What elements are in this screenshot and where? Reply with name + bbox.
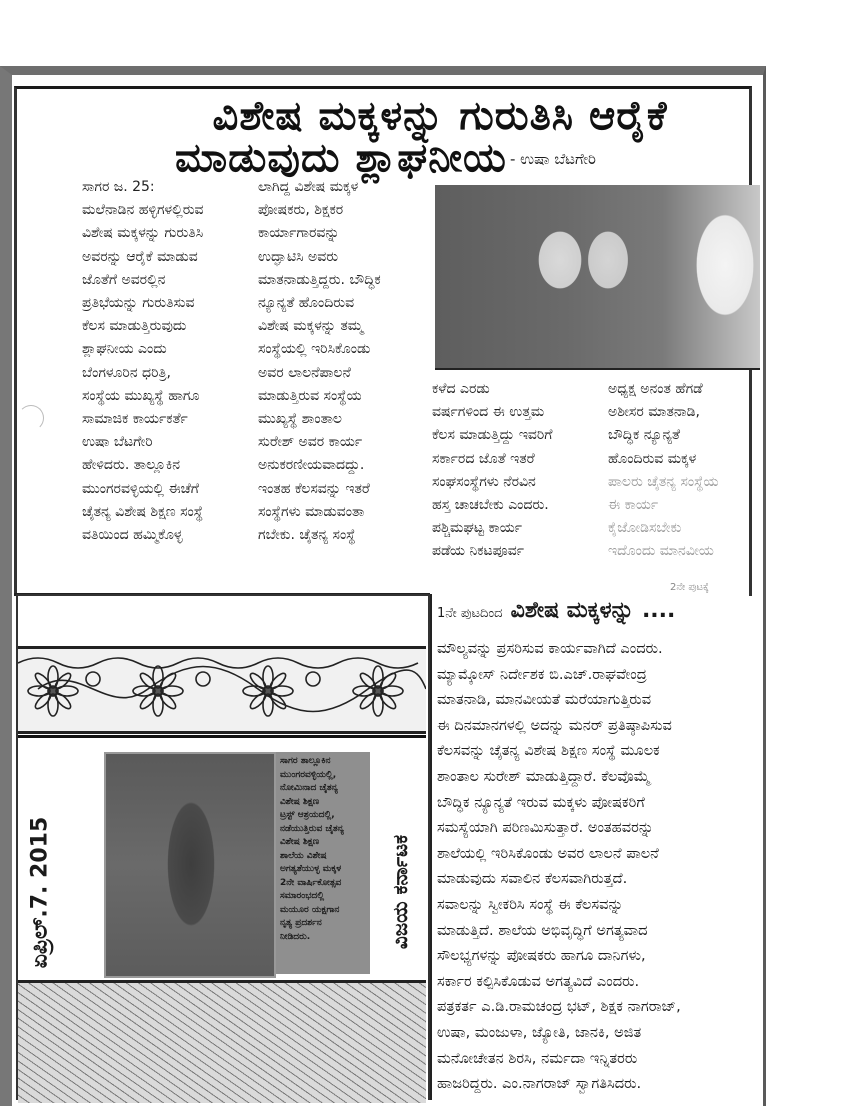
text-line: ಸಮಸ್ಯೆಯಾಗಿ ಪರಿಣಮಿಸುತ್ತಾರೆ. ಅಂತಹವರನ್ನು <box>437 819 654 837</box>
text-line: ಪಶ್ಚಿಮಘಟ್ಟ ಕಾರ್ಯ <box>432 520 522 537</box>
newspaper-name: ವಿಜಯ ಕರ್ನಾಟಕ <box>388 834 412 950</box>
text-line: ಕಾರ್ಯಾಗಾರವನ್ನು <box>258 225 340 242</box>
text-line: ಗಬೇಕು. ಚೈತನ್ಯ ಸಂಸ್ಥೆ <box>258 527 356 544</box>
continuation-ellipsis: .... <box>641 598 676 623</box>
text-line: ಕೆಲಸ ಮಾಡುತ್ತಿರುವುದು <box>82 318 187 335</box>
text-line: ವಿಶೇಷ ಮಕ್ಕಳನ್ನು ಗುರುತಿಸಿ <box>82 225 204 242</box>
text-line: ಕೈಜೋಡಿಸಬೇಕು <box>608 520 682 537</box>
text-line: ಸಂಸ್ಥೆಗಳು ಮಾಡುವಂತಾ <box>258 503 365 520</box>
caption-line: ಸಮಾರಂಭದಲ್ಲಿ <box>280 891 325 901</box>
caption-line: ಟ್ರಸ್ಟ್ ಆಶ್ರಯದಲ್ಲಿ, <box>280 810 335 820</box>
text-line: ಸುರೇಶ್ ಅವರ ಕಾರ್ಯ <box>258 434 363 451</box>
text-line: ಉಷಾ ಬೆಟಗೇರಿ <box>82 434 153 451</box>
column-divider <box>430 594 432 1100</box>
continued-on-note: 2ನೇ ಪುಟಕ್ಕೆ <box>670 582 709 593</box>
text-line: ಕೆಲಸವನ್ನು ಚೈತನ್ಯ ವಿಶೇಷ ಶಿಕ್ಷಣ ಸಂಸ್ಥೆ ಮೂಲಕ <box>437 742 660 760</box>
text-line: ಸಾಗರ ಜ. 25: <box>82 179 155 195</box>
text-line: ಜೊತೆಗೆ ಅವರಲ್ಲಿನ <box>82 271 166 288</box>
text-line: ಅನುಕರಣೀಯವಾದದ್ದು. <box>258 457 365 474</box>
text-line: ಪಡೆಯ ನಿಕಟಪೂರ್ವ <box>432 543 524 560</box>
text-line: ಹಾಜರಿದ್ದರು. ಎಂ.ನಾಗರಾಜ್ ಸ್ವಾಗತಿಸಿದರು. <box>437 1075 642 1093</box>
text-line: ಮಾತನಾಡುತ್ತಿದ್ದರು. ಬೌದ್ಧಿಕ <box>258 271 381 288</box>
text-line: ಅಧ್ಯಕ್ಷ ಅನಂತ ಹೆಗಡೆ <box>608 381 703 397</box>
text-line: ಕೆಲಸ ಮಾಡುತ್ತಿದ್ದು ಇವರಿಗೆ <box>432 427 553 444</box>
flower-vine-icon <box>18 649 426 725</box>
text-line: ಅವರನ್ನು ಆರೈಕೆ ಮಾಡುವ <box>82 248 198 265</box>
text-line: ವಿಶೇಷ ಮಕ್ಕಳನ್ನು ತಮ್ಮ <box>258 318 364 335</box>
text-line: ಈ ದಿನಮಾನಗಳಲ್ಲಿ ಅದನ್ನು ಮನರ್ ಪ್ರತಿಷ್ಠಾಪಿಸುವ <box>437 716 672 734</box>
caption-line: ವಿಶೇಷ ಶಿಕ್ಷಣ <box>280 796 320 807</box>
text-line: ಉದ್ಘಾಟಿಸಿ ಅವರು <box>258 248 339 265</box>
text-line: ನ್ಯೂನ್ಯತೆ ಹೊಂದಿರುವ <box>258 295 355 312</box>
caption-line: ನೃತ್ಯ ಪ್ರದರ್ಶನ <box>280 918 322 928</box>
text-line: ಸರ್ಕಾರದ ಜೊತೆ ಇತರೆ <box>432 450 535 467</box>
caption-line: ಸಾಗರ ತಾಲ್ಲೂಕಿನ <box>280 756 331 766</box>
floral-border-ornament <box>18 646 426 734</box>
text-line: ಮುಖ್ಯಸ್ಥೆ ಶಾಂತಾಲ <box>258 411 342 428</box>
text-line: ಸವಾಲನ್ನು ಸ್ವೀಕರಿಸಿ ಸಂಸ್ಥೆ ಈ ಕೆಲಸವನ್ನು <box>437 895 624 913</box>
text-line: ಸಂಸ್ಥೆಯಲ್ಲಿ ಇರಿಸಿಕೊಂಡು <box>258 341 371 358</box>
text-line: ಮುಂಗರವಳ್ಳಿಯಲ್ಲಿ ಈಚೆಗೆ <box>82 480 199 497</box>
text-line: ಹೊಂದಿರುವ ಮಕ್ಕಳ <box>608 450 697 467</box>
punch-hole-mark <box>18 405 44 431</box>
caption-line: ವಿಶೇಷ ಶಿಕ್ಷಣ <box>280 837 320 847</box>
article-column-4 <box>608 378 766 564</box>
text-line: ಬೌದ್ಧಿಕ ನ್ಯೂನ್ಯತೆ ಇರುವ ಮಕ್ಕಳು ಪೋಷಕರಿಗೆ <box>437 793 645 811</box>
paisley-floral-pattern <box>18 980 426 1103</box>
text-line: ಮಾಡುತ್ತಿರುವ ಸಂಸ್ಥೆಯ <box>258 387 362 404</box>
text-line: ವತಿಯಿಂದ ಹಮ್ಮಿಕೊಳ್ಳ <box>82 527 183 544</box>
text-line: ಚೈತನ್ಯ ವಿಶೇಷ ಶಿಕ್ಷಣ ಸಂಸ್ಥೆ <box>82 503 204 520</box>
text-line: ಸೌಲಭ್ಯಗಳನ್ನು ಪೋಷಕರು ಹಾಗೂ ದಾನಿಗಳು, <box>437 947 646 965</box>
text-line: ಲಾಗಿದ್ದ ವಿಶೇಷ ಮಕ್ಕಳ <box>258 179 359 195</box>
text-line: ಸರ್ಕಾರ ಕಲ್ಪಿಸಿಕೊಡುವ ಅಗತ್ಯವಿದೆ ಎಂದರು. <box>437 972 640 990</box>
photo-caption <box>276 752 370 974</box>
continuation-title: ವಿಶೇಷ ಮಕ್ಕಳನ್ನು <box>510 598 634 623</box>
text-line: ಮೌಲ್ಯವನ್ನು ಪ್ರಸರಿಸುವ ಕಾರ್ಯವಾಗಿದೆ ಎಂದರು. <box>437 640 663 657</box>
text-line: ಮಲೆನಾಡಿನ ಹಳ್ಳಿಗಳಲ್ಲಿರುವ <box>82 202 204 219</box>
text-line: ಅವರ ಲಾಲನೆಪಾಲನೆ <box>258 364 351 381</box>
text-line: ಬೆಂಗಳೂರಿನ ಧರಿತ್ರಿ, <box>82 364 171 381</box>
yakshagana-photo <box>104 752 276 978</box>
byline: - ಉಷಾ ಬೆಟಗೇರಿ <box>510 150 596 168</box>
text-line: ಶ್ಲಾಘನೀಯ ಎಂದು <box>82 341 167 358</box>
headline-line-1: ವಿಶೇಷ ಮಕ್ಕಳನ್ನು ಗುರುತಿಸಿ ಆರೈಕೆ <box>212 93 668 139</box>
text-line: ಈ ಕಾರ್ಯ <box>608 497 659 514</box>
text-line: ಇಂತಹ ಕೆಲಸವನ್ನು ಇತರೆ <box>258 480 370 497</box>
text-line: ಕಳೆದ ಎರಡು <box>432 381 490 397</box>
text-line: ಹಸ್ತ ಚಾಚಬೇಕು ಎಂದರು. <box>432 497 549 514</box>
caption-line: ಅಗತ್ಯತೆಯುಳ್ಳ ಮಕ್ಕಳ <box>280 864 342 874</box>
text-line: ಬೌದ್ಧಿಕ ನ್ಯೂನ್ಯತೆ <box>608 427 681 444</box>
text-line: ಪತ್ರಕರ್ತ ಎ.ಡಿ.ರಾಮಚಂದ್ರ ಭಟ್, ಶಿಕ್ಷಕ ನಾಗರಾಜ್, <box>437 998 681 1016</box>
continuation-header <box>437 598 675 623</box>
text-line: ಶಾಲೆಯಲ್ಲಿ ಇರಿಸಿಕೊಂಡು ಅವರ ಲಾಲನೆ ಪಾಲನೆ <box>437 844 659 862</box>
caption-line: ಮಯೂರ ಯಕ್ಷಗಾನ <box>280 904 340 915</box>
text-line: ಶಾಂತಾಲ ಸುರೇಶ್ ಮಾಡುತ್ತಿದ್ದಾರೆ. ಕೆಲವೊಮ್ಮೆ <box>437 767 651 785</box>
text-line: ಉಷಾ, ಮಂಜುಳಾ, ಜ್ಯೋತಿ, ಜಾನಕಿ, ಅಜಿತ <box>437 1023 642 1041</box>
text-line: ಪೋಷಕರು, ಶಿಕ್ಷಕರ <box>258 202 344 219</box>
caption-line: 2ನೇ ವಾರ್ಷಿಕೋತ್ಸವ <box>280 877 342 888</box>
caption-line: ಮುಂಗರವಳ್ಳಿಯಲ್ಲಿ, <box>280 769 337 780</box>
text-line: ಪಾಲರು ಚೈತನ್ಯ ಸಂಸ್ಥೆಯ <box>608 473 719 490</box>
event-photo <box>435 185 760 370</box>
text-line: ಮನೋಚೇತನ ಶಿರಸಿ, ನರ್ಮದಾ ಇನ್ನಿತರರು <box>437 1049 638 1067</box>
text-line: ಸಂಸ್ಥೆಯ ಮುಖ್ಯಸ್ಥೆ ಹಾಗೂ <box>82 387 200 404</box>
text-line: ಮಾಡುವುದು ಸವಾಲಿನ ಕೆಲಸವಾಗಿರುತ್ತದೆ. <box>437 870 628 888</box>
continuation-text <box>437 636 767 1097</box>
caption-line: ನೋಮಿನಾದ ಚೈತನ್ಯ <box>280 783 338 793</box>
headline-line-2: ಮಾಡುವುದು ಶ್ಲಾಘನೀಯ <box>175 135 507 181</box>
text-line: ಸಾಮಾಜಿಕ ಕಾರ್ಯಕರ್ತೆ <box>82 411 188 428</box>
article-column-1 <box>82 176 244 547</box>
text-line: ಮಾತನಾಡಿ, ಮಾನವೀಯತೆ ಮರೆಯಾಗುತ್ತಿರುವ <box>437 691 652 709</box>
text-line: ವರ್ಷಗಳಿಂದ ಈ ಉತ್ತಮ <box>432 404 545 421</box>
article-column-2 <box>258 176 424 547</box>
from-page-label: 1ನೇ ಪುಟದಿಂದ <box>437 606 503 621</box>
caption-line: ನೀಡಿದರು. <box>280 931 311 942</box>
text-line: ಇದೊಂದು ಮಾನವೀಯ <box>608 543 714 560</box>
text-line: ಹೇಳಿದರು. ತಾಲ್ಲೂಕಿನ <box>82 457 181 474</box>
article-column-3 <box>432 378 600 564</box>
caption-line: ಶಾಲೆಯ ವಿಶೇಷ <box>280 850 327 861</box>
text-line: ಪ್ರತಿಭೆಯನ್ನು ಗುರುತಿಸುವ <box>82 295 195 312</box>
text-line: ಸಂಘಸಂಸ್ಥೆಗಳು ನೆರವಿನ <box>432 473 536 490</box>
caption-line: ನಡೆಯುತ್ತಿರುವ ಚೈತನ್ಯ <box>280 823 344 834</box>
text-line: ಮ್ಯಾಮ್ಕೋಸ್ ನಿರ್ದೇಶಕ ಬಿ.ಎಚ್.ರಾಘವೇಂದ್ರ <box>437 665 647 683</box>
clipping-date: ಏಪ್ರಿಲ್.7. 2015 <box>27 816 53 969</box>
text-line: ಮಾಡುತ್ತಿದೆ. ಶಾಲೆಯ ಅಭಿವೃದ್ಧಿಗೆ ಅಗತ್ಯವಾದ <box>437 921 648 939</box>
text-line: ಅಶೀಸರ ಮಾತನಾಡಿ, <box>608 404 700 421</box>
